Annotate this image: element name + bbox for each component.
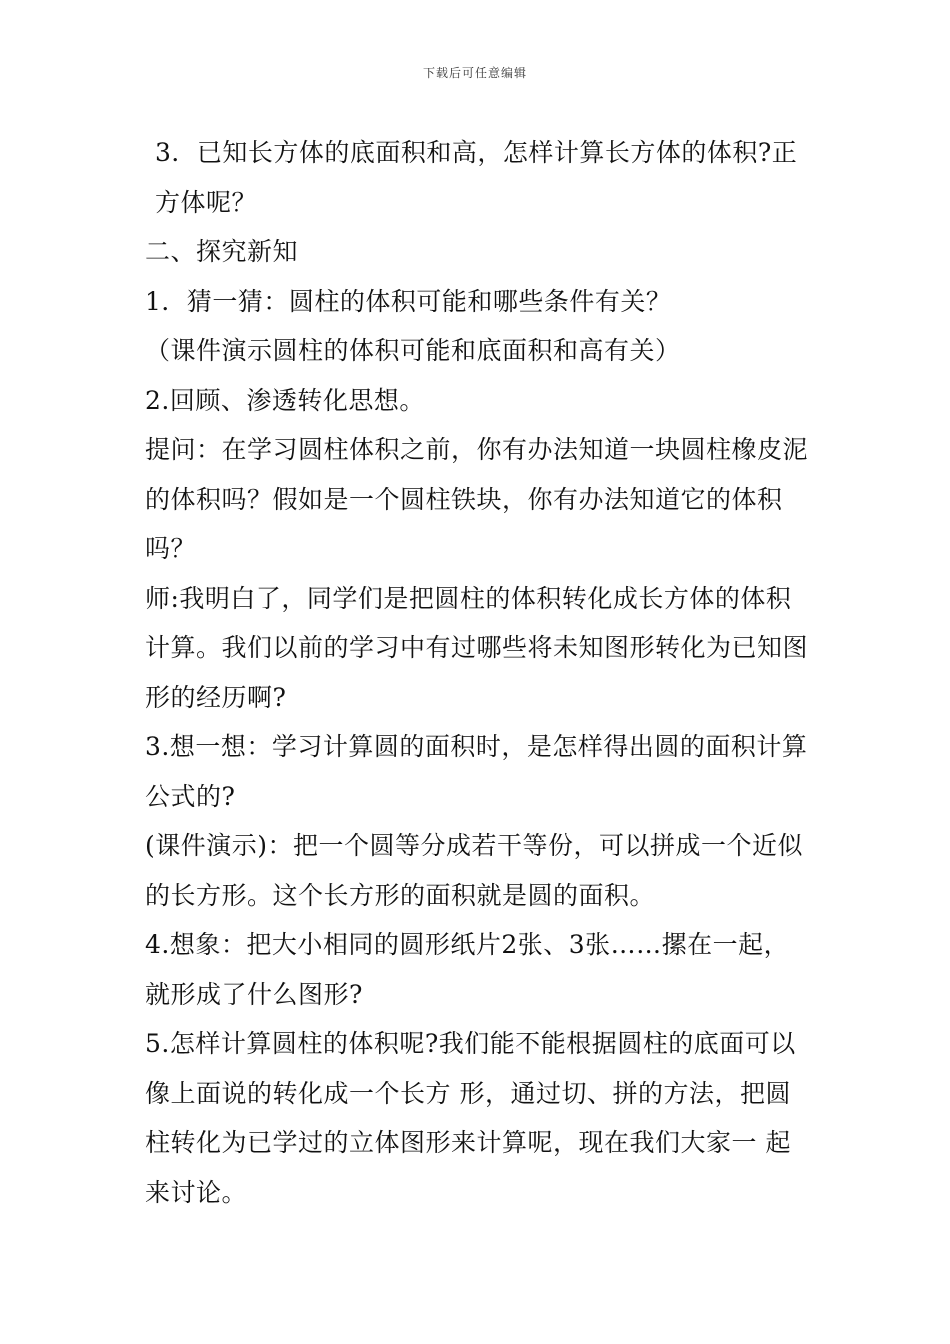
paragraph-calculate: 5.怎样计算圆柱的体积呢?我们能不能根据圆柱的底面可以像上面说的转化成一个长方 形，通过切、拼的方法，把圆柱转化为已学过的立体图形来计算呢，现在我们大家一 起来讨论。 (145, 1029, 796, 1207)
paragraph-courseware-demo-1: （课件演示圆柱的体积可能和底面积和高有关） (145, 336, 681, 365)
page-header: 下载后可任意编辑 (422, 66, 527, 80)
paragraph-question-ask: 提问：在学习圆柱体积之前，你有办法知道一块圆柱橡皮泥的体积吗？假如是一个圆柱铁块，你有办法知道它的体积吗？ (145, 435, 809, 563)
paragraph-think: 3.想一想：学习计算圆的面积时，是怎样得出圆的面积计算公式的? (145, 732, 808, 811)
paragraph-teacher: 师:我明白了，同学们是把圆柱的体积转化成长方体的体积计算。我们以前的学习中有过哪些将未知图形转化为已知图形的经历啊? (145, 583, 809, 712)
section-heading-explore: 二、探究新知 (145, 237, 299, 266)
paragraph-review: 2.回顾、渗透转化思想。 (145, 385, 425, 415)
paragraph-question-3: 3．已知长方体的底面积和高，怎样计算长方体的体积?正方体呢？ (155, 138, 798, 217)
document-body (145, 128, 810, 1217)
paragraph-courseware-demo-2: (课件演示)：把一个圆等分成若干等份，可以拼成一个近似的长方形。这个长方形的面积就是圆的面积。 (145, 831, 804, 910)
paragraph-guess: 1．猜一猜：圆柱的体积可能和哪些条件有关？ (145, 286, 672, 316)
paragraph-imagine: 4.想象：把大小相同的圆形纸片2张、3张……摞在一起，就形成了什么图形? (145, 930, 790, 1009)
